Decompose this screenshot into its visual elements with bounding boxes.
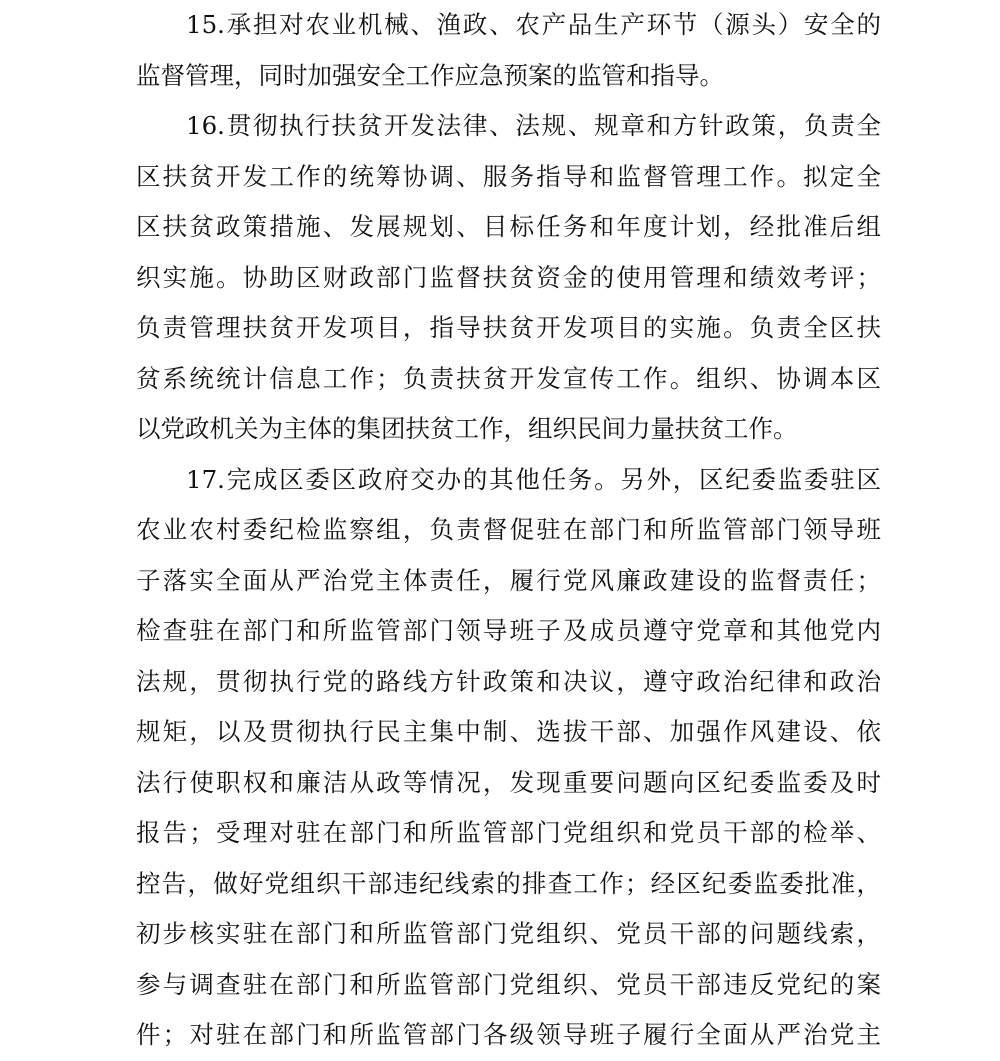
text-line-item-17-start: 17.完成区委区政府交办的其他任务。另外，区纪委监委驻区	[186, 464, 881, 494]
text-line: 参与调查驻在部门和所监管部门党组织、党员干部违反党纪的案	[136, 969, 881, 999]
text-line: 法规，贯彻执行党的路线方针政策和决议，遵守政治纪律和政治	[136, 666, 881, 696]
text-line: 规矩，以及贯彻执行民主集中制、选拔干部、加强作风建设、依	[136, 717, 881, 746]
text-line: 控告，做好党组织干部违纪线索的排查工作；经区纪委监委批准，	[136, 868, 881, 898]
text-line: 报告；受理对驻在部门和所监管部门党组织和党员干部的检举、	[136, 818, 881, 847]
text-line: 区扶贫开发工作的统筹协调、服务指导和监督管理工作。拟定全	[136, 161, 881, 191]
document-body	[136, 0, 881, 1061]
text-line: 农业农村委纪检监察组，负责督促驻在部门和所监管部门领导班	[136, 515, 881, 544]
text-line: 监督管理，同时加强安全工作应急预案的监管和指导。	[136, 60, 724, 90]
text-line: 检查驻在部门和所监管部门领导班子及成员遵守党章和其他党内	[136, 616, 881, 645]
text-line: 法行使职权和廉洁从政等情况，发现重要问题向区纪委监委及时	[136, 767, 881, 797]
text-line: 初步核实驻在部门和所监管部门党组织、党员干部的问题线索，	[136, 919, 881, 948]
text-line: 以党政机关为主体的集团扶贫工作，组织民间力量扶贫工作。	[136, 414, 798, 443]
text-line: 子落实全面从严治党主体责任，履行党风廉政建设的监督责任；	[136, 565, 881, 595]
text-line: 贫系统统计信息工作；负责扶贫开发宣传工作。组织、协调本区	[136, 363, 881, 393]
text-line: 区扶贫政策措施、发展规划、目标任务和年度计划，经批准后组	[136, 212, 881, 241]
text-line-item-15-start: 15.承担对农业机械、渔政、农产品生产环节（源头）安全的	[186, 10, 881, 39]
text-line: 织实施。协助区财政部门监督扶贫资金的使用管理和绩效考评；	[136, 262, 881, 292]
text-line: 件；对驻在部门和所监管部门各级领导班子履行全面从严治党主	[136, 1020, 881, 1049]
text-line: 负责管理扶贫开发项目，指导扶贫开发项目的实施。负责全区扶	[136, 313, 881, 342]
text-line-item-16-start: 16.贯彻执行扶贫开发法律、法规、规章和方针政策，负责全	[186, 111, 881, 140]
